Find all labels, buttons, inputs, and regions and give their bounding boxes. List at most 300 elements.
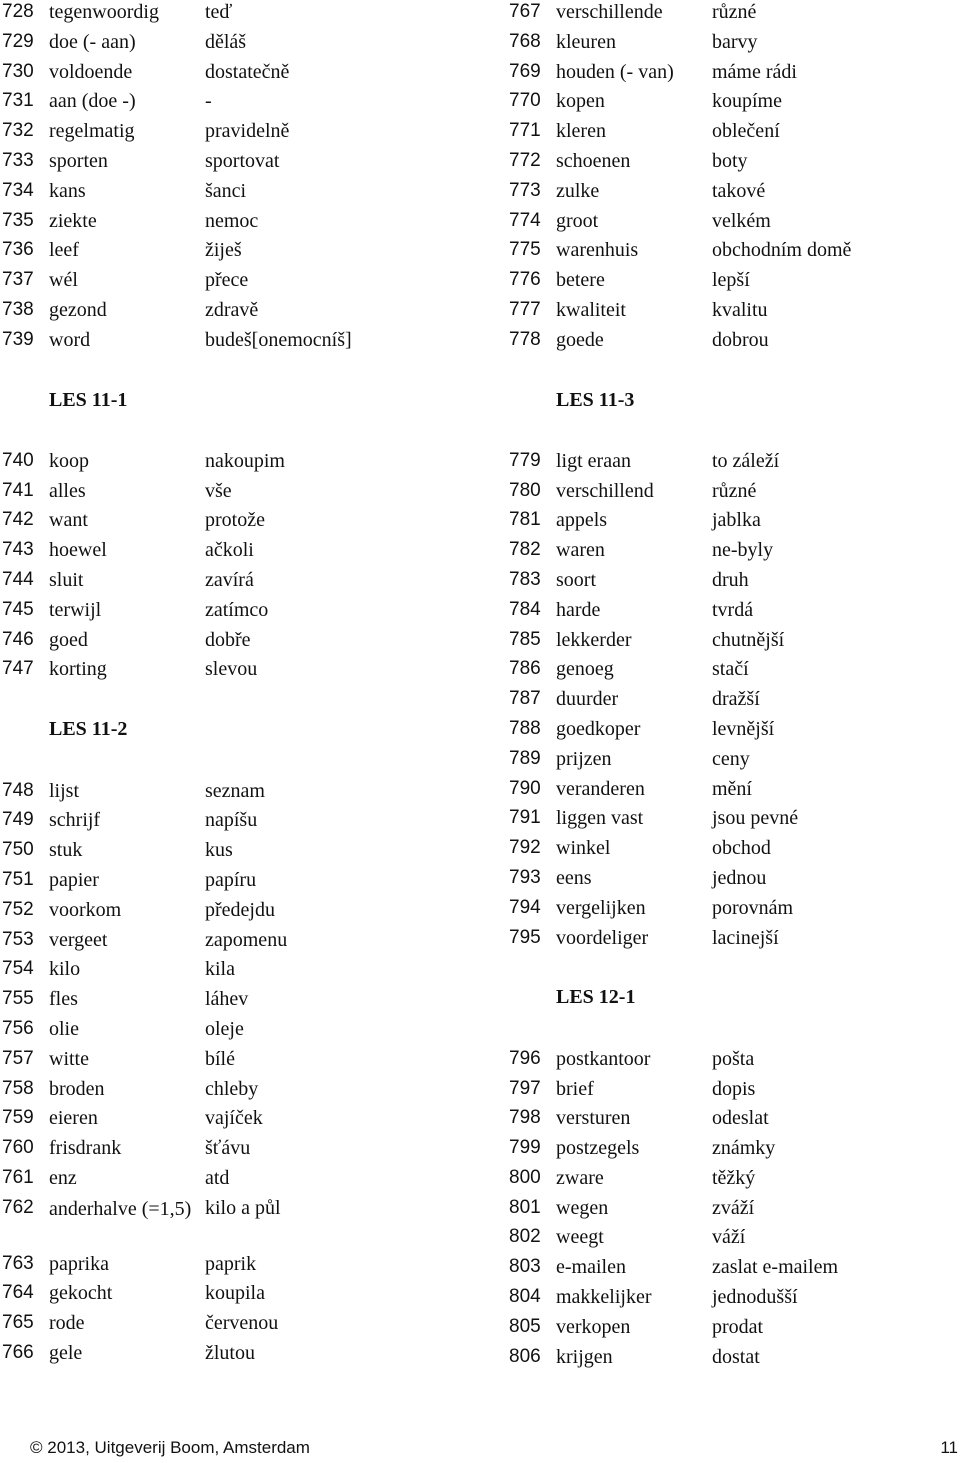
vocab-row (0, 598, 490, 628)
entry-number: 733 (2, 149, 34, 171)
entry-number: 775 (509, 239, 541, 261)
entry-number: 766 (2, 1342, 34, 1364)
vocab-row (507, 538, 960, 568)
czech-translation: jednou (712, 867, 767, 890)
vocab-row (507, 479, 960, 509)
vocab-row (507, 628, 960, 658)
vocab-row (0, 1252, 490, 1282)
vocab-row (0, 1017, 490, 1047)
vocab-row (0, 838, 490, 868)
page-number: 11 (940, 1438, 958, 1457)
czech-translation: chutnější (712, 628, 785, 651)
czech-translation: oleje (205, 1017, 244, 1040)
entry-number: 747 (2, 658, 34, 680)
entry-number: 737 (2, 269, 34, 291)
vocab-row (0, 808, 490, 838)
czech-translation: dražší (712, 688, 760, 711)
entry-number: 792 (509, 837, 541, 859)
lesson-heading: LES 11-3 (556, 388, 635, 411)
dutch-word: vergeet (49, 928, 108, 951)
vocab-row (507, 1285, 960, 1315)
dutch-word: fles (49, 988, 78, 1011)
vocab-row (507, 866, 960, 896)
dutch-word: zware (556, 1166, 604, 1189)
entry-number: 728 (2, 1, 34, 22)
dutch-word: duurder (556, 688, 619, 711)
entry-number: 735 (2, 209, 34, 231)
entry-number: 778 (509, 328, 541, 350)
vocab-row (507, 657, 960, 687)
czech-translation: máme rádi (712, 60, 797, 83)
entry-number: 743 (2, 539, 34, 561)
czech-translation: lepší (712, 269, 750, 292)
vocab-row (507, 598, 960, 628)
vocab-row (0, 868, 490, 898)
czech-translation: papíru (205, 868, 257, 891)
entry-number: 768 (509, 30, 541, 52)
entry-number: 758 (2, 1077, 34, 1099)
czech-translation: takové (712, 179, 766, 202)
dutch-word: ziekte (49, 209, 97, 232)
entry-number: 745 (2, 598, 34, 620)
entry-number: 806 (509, 1345, 541, 1367)
entry-number: 759 (2, 1107, 34, 1129)
vocab-row (0, 119, 490, 149)
vocab-row (0, 449, 490, 479)
czech-translation: šťávu (205, 1137, 251, 1160)
spacer (0, 417, 490, 449)
entry-number: 755 (2, 988, 34, 1010)
entry-number: 788 (509, 718, 541, 740)
czech-translation: žlutou (205, 1342, 255, 1365)
dutch-word: verschillend (556, 479, 654, 502)
vocab-row (507, 328, 960, 358)
czech-translation: těžký (712, 1166, 756, 1189)
czech-translation: různé (712, 479, 757, 502)
czech-translation: koupíme (712, 90, 782, 113)
czech-translation: dobře (205, 628, 251, 651)
czech-translation: nemoc (205, 209, 259, 232)
entry-number: 783 (509, 569, 541, 591)
vocab-row (507, 298, 960, 328)
vocab-row (507, 777, 960, 807)
vocab-row (0, 898, 490, 928)
entry-number: 799 (509, 1137, 541, 1159)
entry-number: 744 (2, 569, 34, 591)
dutch-word: kans (49, 179, 86, 202)
vocab-row (507, 1315, 960, 1345)
dutch-word: voordeliger (556, 926, 649, 949)
vocab-row (507, 1047, 960, 1077)
entry-number: 793 (509, 867, 541, 889)
vocab-row (507, 1166, 960, 1196)
vocab-row (507, 209, 960, 239)
dutch-word: goede (556, 328, 604, 351)
czech-translation: pošta (712, 1047, 755, 1070)
dutch-word: hoewel (49, 539, 107, 562)
entry-number: 787 (509, 688, 541, 710)
vocab-row (0, 1311, 490, 1341)
dutch-word: aan (doe -) (49, 90, 136, 113)
czech-translation: kvalitu (712, 298, 768, 321)
czech-translation: sportovat (205, 149, 280, 172)
dutch-word: appels (556, 509, 608, 532)
czech-translation: zváží (712, 1196, 755, 1219)
dutch-word: word (49, 328, 91, 351)
dutch-word: wegen (556, 1196, 609, 1219)
vocab-row (0, 1106, 490, 1136)
vocab-row (0, 89, 490, 119)
entry-number: 738 (2, 298, 34, 320)
czech-translation: koupila (205, 1282, 265, 1305)
czech-translation: předejdu (205, 898, 275, 921)
dutch-word: leef (49, 239, 79, 262)
dutch-word: e-mailen (556, 1256, 626, 1279)
entry-number: 770 (509, 90, 541, 112)
dutch-word: zulke (556, 179, 600, 202)
entry-number: 760 (2, 1137, 34, 1159)
entry-number: 797 (509, 1077, 541, 1099)
czech-translation: pravidelně (205, 120, 290, 143)
entry-number: 785 (509, 628, 541, 650)
dutch-word: want (49, 509, 88, 532)
vocab-row (0, 1077, 490, 1107)
dutch-word: verkopen (556, 1315, 631, 1338)
dutch-word: korting (49, 658, 107, 681)
dutch-word: anderhalve (=1,5) (49, 1197, 192, 1220)
vocab-row (0, 328, 490, 358)
spacer (0, 687, 490, 717)
dutch-word: postzegels (556, 1137, 640, 1160)
entry-number: 777 (509, 298, 541, 320)
czech-translation: dobrou (712, 328, 769, 351)
czech-translation: to záleží (712, 449, 780, 472)
vocab-row (0, 1047, 490, 1077)
dutch-word: schrijf (49, 809, 101, 832)
dutch-word: houden (- van) (556, 60, 674, 83)
dutch-word: witte (49, 1047, 89, 1070)
dutch-word: schoenen (556, 149, 631, 172)
entry-number: 730 (2, 60, 34, 82)
czech-translation: různé (712, 1, 757, 23)
entry-number: 750 (2, 839, 34, 861)
entry-number: 731 (2, 90, 34, 112)
czech-translation: teď (205, 1, 233, 23)
vocab-row (0, 657, 490, 687)
vocab-row (0, 987, 490, 1017)
dutch-word: rode (49, 1312, 85, 1335)
entry-number: 769 (509, 60, 541, 82)
dutch-word: prijzen (556, 747, 612, 770)
vocab-row (0, 30, 490, 60)
vocab-row (0, 298, 490, 328)
entry-number: 749 (2, 809, 34, 831)
dutch-word: weegt (556, 1226, 604, 1249)
vocab-row (507, 89, 960, 119)
vocab-row (0, 779, 490, 809)
entry-number: 756 (2, 1017, 34, 1039)
dutch-word: versturen (556, 1107, 631, 1130)
czech-translation: šanci (205, 179, 247, 202)
czech-translation: boty (712, 149, 748, 172)
vocab-row (0, 209, 490, 239)
dutch-word: veranderen (556, 777, 645, 800)
entry-number: 757 (2, 1047, 34, 1069)
vocab-row (507, 747, 960, 777)
czech-translation: bílé (205, 1047, 235, 1070)
czech-translation: vše (205, 479, 232, 502)
entry-number: 771 (509, 120, 541, 142)
vocab-row (507, 119, 960, 149)
dutch-word: kwaliteit (556, 298, 626, 321)
entry-number: 739 (2, 328, 34, 350)
vocab-row (507, 1077, 960, 1107)
entry-number: 798 (509, 1107, 541, 1129)
entry-number: 762 (2, 1196, 34, 1218)
spacer (507, 1015, 960, 1047)
dutch-word: wél (49, 269, 78, 292)
dutch-word: postkantoor (556, 1047, 651, 1070)
czech-translation: tvrdá (712, 598, 754, 621)
vocab-row (507, 1345, 960, 1375)
vocab-row (0, 238, 490, 268)
czech-translation: levnější (712, 718, 775, 741)
czech-translation: chleby (205, 1077, 259, 1100)
entry-number: 751 (2, 868, 34, 890)
entry-number: 767 (509, 1, 541, 22)
dutch-word: waren (556, 539, 605, 562)
vocab-row (507, 0, 960, 30)
vocab-row (0, 0, 490, 30)
entry-number: 801 (509, 1196, 541, 1218)
vocab-row (507, 1106, 960, 1136)
czech-translation: paprik (205, 1252, 257, 1275)
czech-translation: ceny (712, 747, 750, 770)
dutch-word: koop (49, 449, 89, 472)
vocab-row (0, 1281, 490, 1311)
czech-translation: přece (205, 269, 249, 292)
vocab-row (0, 628, 490, 658)
vocab-row (507, 149, 960, 179)
dutch-word: vergelijken (556, 896, 646, 919)
dutch-word: sluit (49, 569, 84, 592)
vocab-row (507, 896, 960, 926)
entry-number: 802 (509, 1226, 541, 1248)
dutch-word: tegenwoordig (49, 1, 159, 23)
entry-number: 784 (509, 598, 541, 620)
czech-translation: mění (712, 777, 752, 800)
vocab-row (507, 687, 960, 717)
czech-translation: oblečení (712, 120, 780, 143)
entry-number: 794 (509, 896, 541, 918)
czech-translation: děláš (205, 30, 247, 53)
czech-translation: barvy (712, 30, 758, 53)
czech-translation: obchodním domě (712, 239, 852, 262)
spacer (507, 417, 960, 449)
czech-translation: žiješ (205, 239, 242, 262)
entry-number: 779 (509, 449, 541, 471)
czech-translation: jablka (712, 509, 761, 532)
vocab-row (507, 1196, 960, 1226)
dutch-word: goed (49, 628, 88, 651)
dutch-word: papier (49, 868, 99, 891)
entry-number: 786 (509, 658, 541, 680)
vocab-row (507, 179, 960, 209)
entry-number: 804 (509, 1286, 541, 1308)
dutch-word: lijst (49, 779, 80, 802)
vocab-row (507, 449, 960, 479)
entry-number: 774 (509, 209, 541, 231)
entry-number: 782 (509, 539, 541, 561)
czech-translation: stačí (712, 658, 749, 681)
spacer (0, 747, 490, 779)
czech-translation: zaslat e-mailem (712, 1256, 839, 1279)
entry-number: 789 (509, 747, 541, 769)
czech-translation: zapomenu (205, 928, 288, 951)
spacer (507, 955, 960, 985)
dutch-word: kleren (556, 120, 606, 143)
dutch-word: kilo (49, 958, 81, 981)
dutch-word: groot (556, 209, 599, 232)
dutch-word: eieren (49, 1107, 98, 1130)
vocab-row (507, 568, 960, 598)
dutch-word: lekkerder (556, 628, 632, 651)
vocab-row (507, 1225, 960, 1255)
dutch-word: terwijl (49, 598, 102, 621)
dutch-word: kopen (556, 90, 605, 113)
czech-translation: prodat (712, 1315, 764, 1338)
czech-translation: nakoupim (205, 449, 285, 472)
czech-translation: ačkoli (205, 539, 254, 562)
entry-number: 740 (2, 449, 34, 471)
dutch-word: winkel (556, 837, 611, 860)
czech-translation: kilo a půl (205, 1196, 281, 1219)
entry-number: 805 (509, 1315, 541, 1337)
vocab-row (0, 179, 490, 209)
entry-number: 746 (2, 628, 34, 650)
czech-translation: napíšu (205, 809, 258, 832)
dutch-word: gezond (49, 298, 107, 321)
czech-translation: ne-byly (712, 539, 774, 562)
dutch-word: krijgen (556, 1345, 613, 1368)
vocab-row (0, 1136, 490, 1166)
entry-number: 803 (509, 1256, 541, 1278)
czech-translation: lacinejší (712, 926, 779, 949)
dutch-word: kleuren (556, 30, 616, 53)
dutch-word: ligt eraan (556, 449, 631, 472)
czech-translation: zdravě (205, 298, 259, 321)
czech-translation: velkém (712, 209, 771, 232)
entry-number: 773 (509, 179, 541, 201)
czech-translation: porovnám (712, 896, 794, 919)
dutch-word: regelmatig (49, 120, 135, 143)
dutch-word: broden (49, 1077, 105, 1100)
czech-translation: jsou pevné (712, 807, 799, 830)
czech-translation: váží (712, 1226, 746, 1249)
dutch-word: voorkom (49, 898, 122, 921)
vocab-row (507, 268, 960, 298)
dutch-word: doe (- aan) (49, 30, 136, 53)
czech-translation: seznam (205, 779, 265, 802)
dutch-word: gele (49, 1342, 83, 1365)
dutch-word: olie (49, 1017, 79, 1040)
entry-number: 764 (2, 1282, 34, 1304)
entry-number: 763 (2, 1252, 34, 1274)
dutch-word: harde (556, 598, 601, 621)
dutch-word: genoeg (556, 658, 614, 681)
dutch-word: gekocht (49, 1282, 113, 1305)
entry-number: 732 (2, 120, 34, 142)
right-vocab-column (507, 0, 960, 1374)
copyright-notice: © 2013, Uitgeverij Boom, Amsterdam (30, 1438, 310, 1457)
entry-number: 736 (2, 239, 34, 261)
entry-number: 795 (509, 926, 541, 948)
entry-number: 765 (2, 1312, 34, 1334)
czech-translation: atd (205, 1166, 230, 1189)
vocab-row (507, 717, 960, 747)
czech-translation: dopis (712, 1077, 756, 1100)
czech-translation: odeslat (712, 1107, 769, 1130)
entry-number: 790 (509, 777, 541, 799)
vocab-row (0, 268, 490, 298)
page-footer (0, 1438, 960, 1462)
vocab-row (0, 957, 490, 987)
czech-translation: vajíček (205, 1107, 263, 1130)
dutch-word: brief (556, 1077, 594, 1100)
lesson-heading: LES 11-2 (49, 718, 128, 741)
entry-number: 754 (2, 958, 34, 980)
dutch-word: verschillende (556, 1, 663, 23)
czech-translation: zavírá (205, 569, 254, 592)
czech-translation: budeš[onemocníš] (205, 328, 352, 351)
vocab-row (0, 568, 490, 598)
vocab-row (507, 30, 960, 60)
vocab-row (0, 928, 490, 958)
czech-translation: dostatečně (205, 60, 290, 83)
entry-number: 781 (509, 509, 541, 531)
lesson-heading: LES 11-1 (49, 388, 128, 411)
czech-translation: kila (205, 958, 235, 981)
czech-translation: známky (712, 1137, 776, 1160)
dutch-word: soort (556, 569, 596, 592)
czech-translation: jednodušší (712, 1286, 798, 1309)
czech-translation: zatímco (205, 598, 269, 621)
dutch-word: goedkoper (556, 718, 641, 741)
dutch-word: stuk (49, 839, 83, 862)
vocab-row (507, 1255, 960, 1285)
vocab-row (507, 508, 960, 538)
czech-translation: slevou (205, 658, 258, 681)
czech-translation: kus (205, 839, 233, 862)
entry-number: 742 (2, 509, 34, 531)
spacer (507, 358, 960, 388)
entry-number: 776 (509, 269, 541, 291)
czech-translation: červenou (205, 1312, 279, 1335)
vocab-row (0, 508, 490, 538)
entry-number: 772 (509, 149, 541, 171)
entry-number: 796 (509, 1047, 541, 1069)
vocab-row (0, 1196, 490, 1252)
czech-translation: láhev (205, 988, 249, 1011)
entry-number: 791 (509, 807, 541, 829)
czech-translation: protože (205, 509, 265, 532)
dutch-word: sporten (49, 149, 108, 172)
vocab-row (0, 60, 490, 90)
vocab-row (507, 238, 960, 268)
vocab-row (0, 149, 490, 179)
vocab-row (0, 538, 490, 568)
czech-translation: - (205, 90, 212, 113)
